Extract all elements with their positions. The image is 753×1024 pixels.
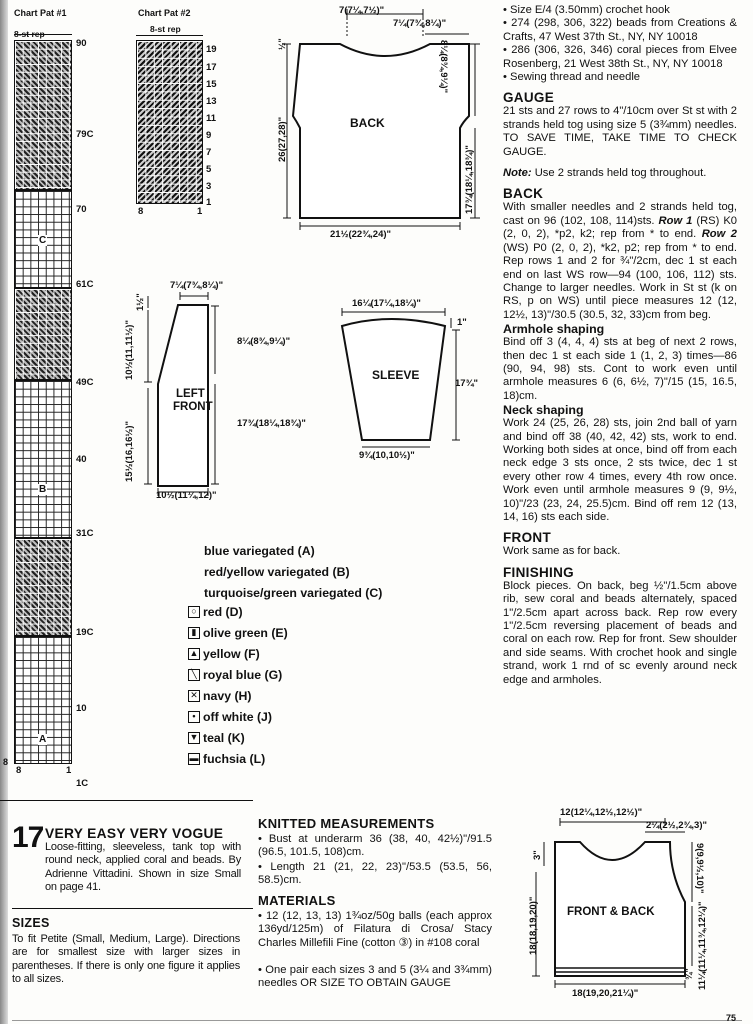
pattern-intro: Loose-fitting, sleeveless, tank top with round neck, applied coral and beads. By Adrienne Vittadini. Shown in size Small on page 41. (45, 841, 241, 894)
front-neck-depth: 10½(11,11½)" (124, 320, 135, 380)
chart-pat1-gutter-number: 8 (3, 757, 9, 767)
chart-pat1 (14, 40, 72, 764)
dot-symbol-icon: • (188, 711, 200, 723)
row-label-40: 40 (76, 454, 87, 465)
row-label-49c: 49C (76, 377, 94, 388)
front-label-line2: FRONT (173, 401, 213, 413)
chart-pat2 (136, 40, 203, 204)
legend-yellow (188, 643, 288, 664)
cross-symbol-icon: ✕ (188, 690, 200, 702)
pattern-number: 17 (12, 821, 44, 854)
back-shoulder-width: 7¼(7¾,8¼)" (393, 18, 447, 29)
pat2-row-11: 11 (206, 113, 217, 124)
page-number: 75 (726, 1013, 737, 1023)
footer-rule (12, 1020, 742, 1021)
chart-pat1-section-b (14, 380, 72, 538)
chart-pat1-rep-bracket (14, 34, 72, 39)
tank-side-length: 11¼(11¼,11¾,12¼)" (697, 901, 708, 990)
row-label-31c: 31C (76, 528, 94, 539)
legend-fuchsia (188, 748, 288, 769)
legend-color-b: red/yellow variegated (B) (204, 564, 350, 579)
knitted-length: • Length 21 (21, 22, 23)"/53.5 (53.5, 56, 58.5)cm. (258, 861, 492, 888)
legend-olive-green-label: olive green (E) (203, 625, 288, 640)
chart-pat1-col-1: 1 (66, 765, 72, 776)
dash-symbol-icon: ▬ (189, 753, 199, 763)
front-lower-length: 15½(16,16½)" (124, 420, 135, 482)
pat2-row-7: 7 (206, 147, 212, 158)
sleeve-bottom-width: 9¾(10,10½)" (359, 450, 415, 461)
back-label: BACK (350, 116, 385, 130)
knitted-heading: KNITTED MEASUREMENTS (258, 816, 435, 831)
circle-symbol-icon: ○ (188, 606, 200, 618)
legend-red (188, 601, 288, 622)
sizes-text: To fit Petite (Small, Medium, Large). Directions are for smallest size with larger sizes in parentheses. If there is only one figure it applies to all sizes. (12, 933, 240, 986)
pat2-row-19: 19 (206, 44, 217, 55)
legend-teal-label: teal (K) (203, 730, 245, 745)
legend-navy (188, 685, 288, 706)
finishing-heading: FINISHING (503, 564, 574, 580)
tank-bottom-width: 18(19,20,21¼)" (572, 988, 639, 999)
section-label-b: B (39, 484, 47, 495)
materials-needles: • One pair each sizes 3 and 5 (3¼ and 3¾mm) needles OR SIZE TO OBTAIN GAUGE (258, 964, 492, 991)
materials-thread: • Sewing thread and needle (503, 71, 737, 84)
row2-label: Row 2 (701, 228, 737, 241)
right-column (503, 4, 737, 687)
chart-pat2-col-8: 8 (138, 206, 144, 217)
back-instructions (503, 201, 737, 322)
legend-royal-blue (188, 664, 288, 685)
armhole-heading: Armhole shaping (503, 322, 605, 337)
row-label-1c: 1C (76, 778, 89, 789)
chart-pat1-band-top (14, 40, 72, 190)
back-bottom-width: 21½(22¾,24)" (330, 229, 392, 240)
chart-pat1-title: Chart Pat #1 (14, 8, 67, 18)
back-length: 26(27,28)" (277, 116, 288, 162)
triangle-down-symbol-icon: ▼ (189, 732, 199, 742)
legend-color-a: blue variegated (A) (204, 543, 315, 558)
gauge-heading: GAUGE (503, 90, 555, 106)
back-side-length: 17¾(18¼,18¾)" (464, 145, 475, 214)
pat2-row-15: 15 (206, 79, 217, 90)
neck-text: Work 24 (25, 26, 28) sts, join 2nd ball of yarn and bind off 38 (40, 42, 42) sts, work to end. Working both sides at once, bind off from each neck edge 3 sts once, 2 sts twice, dec 1 st every other row 4 times, every 4th row once. Work even until armhole measures 9 (9, 9½, 10)"/23 (23, 24, 25.5)cm. Bind off rem 12 (13, 14, 16) sts each side. (503, 417, 737, 523)
chart-pat2-col-1: 1 (197, 206, 203, 217)
pat2-row-1: 1 (206, 197, 212, 208)
pat2-row-9: 9 (206, 130, 212, 141)
knitted-bust: • Bust at underarm 36 (38, 40, 42½)"/91.5 (96.5, 101.5, 108)cm. (258, 833, 492, 860)
pat2-row-17: 17 (206, 62, 217, 73)
tank-armhole-depth: 9(9,9½,10)" (694, 843, 705, 894)
triangle-up-symbol-icon: ▲ (189, 648, 199, 658)
materials-heading: MATERIALS (258, 893, 336, 908)
chart-pat1-rep: 8-st rep (14, 29, 45, 39)
chart-pat1-col-8: 8 (16, 765, 22, 776)
chart-pat2-title: Chart Pat #2 (138, 8, 191, 18)
chart-pat1-band-2 (14, 288, 72, 380)
legend-navy-label: navy (H) (203, 688, 252, 703)
materials-beads: • 274 (298, 306, 322) beads from Creations & Crafts, 47 West 37th St., NY, NY 10018 (503, 17, 737, 44)
pat2-row-3: 3 (206, 181, 212, 192)
front-armhole-depth: 8¼(8¾,9¼)" (237, 336, 291, 347)
front-text: Work same as for back. (503, 545, 621, 558)
legend-off-white (188, 706, 288, 727)
back-text-2: (RS) K0 (2, 0, 2), *p2, k2; rep from * to end. (503, 214, 737, 241)
note-label: Note: (503, 167, 532, 180)
legend-red-label: red (D) (203, 604, 243, 619)
sizes-divider (12, 908, 253, 909)
back-armhole-depth: 8¼(8¾,9¼)" (438, 40, 449, 94)
sleeve-top-width: 16¼(17¼,18¼)" (352, 298, 421, 309)
sleeve-label: SLEEVE (372, 368, 420, 382)
row-label-61c: 61C (76, 279, 94, 290)
row-label-70: 70 (76, 204, 87, 215)
sleeve-cap-height: 1" (457, 317, 467, 328)
bar-symbol-icon: ▮ (188, 627, 200, 639)
pat2-row-5: 5 (206, 164, 212, 175)
tank-neck-depth: 3" (532, 850, 543, 860)
back-text-1: With smaller needles and 2 strands held tog, cast on 96 (102, 108, 114)sts. (503, 201, 737, 227)
gauge-text: 21 sts and 27 rows to 4"/10cm over St st with 2 strands held tog using size 5 (3¾mm) needles. TO SAVE TIME, TAKE TIME TO CHECK GAUGE. (503, 105, 737, 158)
front-bottom-width: 10½(11¼,12)" (156, 490, 217, 501)
tank-shoulder-width: 2¼(2½,2¾,3)" (646, 820, 708, 831)
front-shoulder-width: 7¼(7¾,8¼)" (170, 280, 224, 291)
row-label-19c: 19C (76, 627, 94, 638)
back-heading: BACK (503, 186, 544, 202)
symbol-legend (188, 601, 288, 769)
pat2-row-13: 13 (206, 96, 217, 107)
section-label-a: A (39, 734, 47, 745)
diagonal-symbol-icon: ╲ (188, 669, 200, 681)
back-neck-width: 7(7¼,7½)" (339, 5, 385, 16)
legend-royal-blue-label: royal blue (G) (203, 667, 283, 682)
tank-rib-depth: ¾" (684, 968, 694, 980)
note-text: Use 2 strands held tog throughout. (534, 167, 707, 180)
sleeve-length: 17¾" (455, 378, 478, 389)
front-top-drop: 1½" (135, 293, 146, 311)
article-divider (0, 800, 253, 801)
front-label-line1: LEFT (176, 388, 205, 400)
sizes-heading: SIZES (12, 916, 50, 930)
materials-hook: • Size E/4 (3.50mm) crochet hook (503, 4, 737, 17)
row1-label: Row 1 (658, 214, 693, 227)
page-gutter (0, 0, 8, 1024)
finishing-text: Block pieces. On back, beg ½"/1.5cm above rib, sew coral and beads alternately, spaced 1"/2.5cm apart across back. Rep row every 1"/2.5cm reversing placement of beads and coral on each row. Rep for front. Sew shoulder and side seams. With crochet hook and single strand, work 1 rnd of sc evenly around neck edge and armholes. (503, 579, 737, 686)
section-label-c: C (39, 235, 47, 246)
front-side-length: 17¾(18¼,18¾)" (237, 418, 306, 429)
legend-off-white-label: off white (J) (203, 709, 272, 724)
chart-pat1-band-3 (14, 538, 72, 636)
back-neck-drop: ½" (277, 38, 287, 50)
row-label-90: 90 (76, 38, 87, 49)
pattern-intro-line1 (45, 841, 241, 895)
legend-fuchsia-label: fuchsia (L) (203, 751, 266, 766)
tank-top-width: 12(12¼,12½,12½)" (560, 807, 643, 818)
tank-length: 18(18,19,20)" (528, 896, 539, 955)
row-label-10: 10 (76, 703, 87, 714)
tank-label: FRONT & BACK (567, 906, 655, 918)
pattern-title: VERY EASY VERY VOGUE (45, 826, 224, 841)
neck-heading: Neck shaping (503, 403, 584, 418)
legend-color-c: turquoise/green variegated (C) (204, 585, 383, 600)
back-text-3: (WS) P0 (2, 0, 2), *k2, p2; rep from * to end. Rep rows 1 and 2 for ¾"/2cm, dec 1 st each end on last WS row—94 (100, 106, 112) sts. Change to larger needles. Work in St st (k on RS, p on WS) until piece measures 12 (12, 12½, 13)"/30.5 (30.5, 32, 33)cm from beg. (503, 241, 737, 321)
materials-coral: • 286 (306, 326, 346) coral pieces from Elvee Rosenberg, 21 West 38th St., NY, NY 10018 (503, 44, 737, 71)
legend-teal (188, 727, 288, 748)
note-line (503, 167, 737, 180)
legend-yellow-label: yellow (F) (203, 646, 260, 661)
armhole-text: Bind off 3 (4, 4, 4) sts at beg of next 2 rows, then dec 1 st each side 1 (1, 2, 3) times—86 (90, 94, 98) sts. Cont to work even until armhole measures 6 (6, 6½, 7)"/15 (15, 16.5, 18)cm. (503, 336, 737, 402)
materials-yarn: • 12 (12, 13, 13) 1¾oz/50g balls (each approx 136yd/125m) of Filatura di Crosa/ Stacy Charles Millefili Fine (cotton ③) in #108 coral (258, 910, 492, 950)
front-heading: FRONT (503, 530, 551, 546)
chart-pat2-rep: 8-st rep (150, 24, 181, 34)
legend-olive-green (188, 622, 288, 643)
color-legend (204, 540, 382, 603)
row-label-79c: 79C (76, 129, 94, 140)
